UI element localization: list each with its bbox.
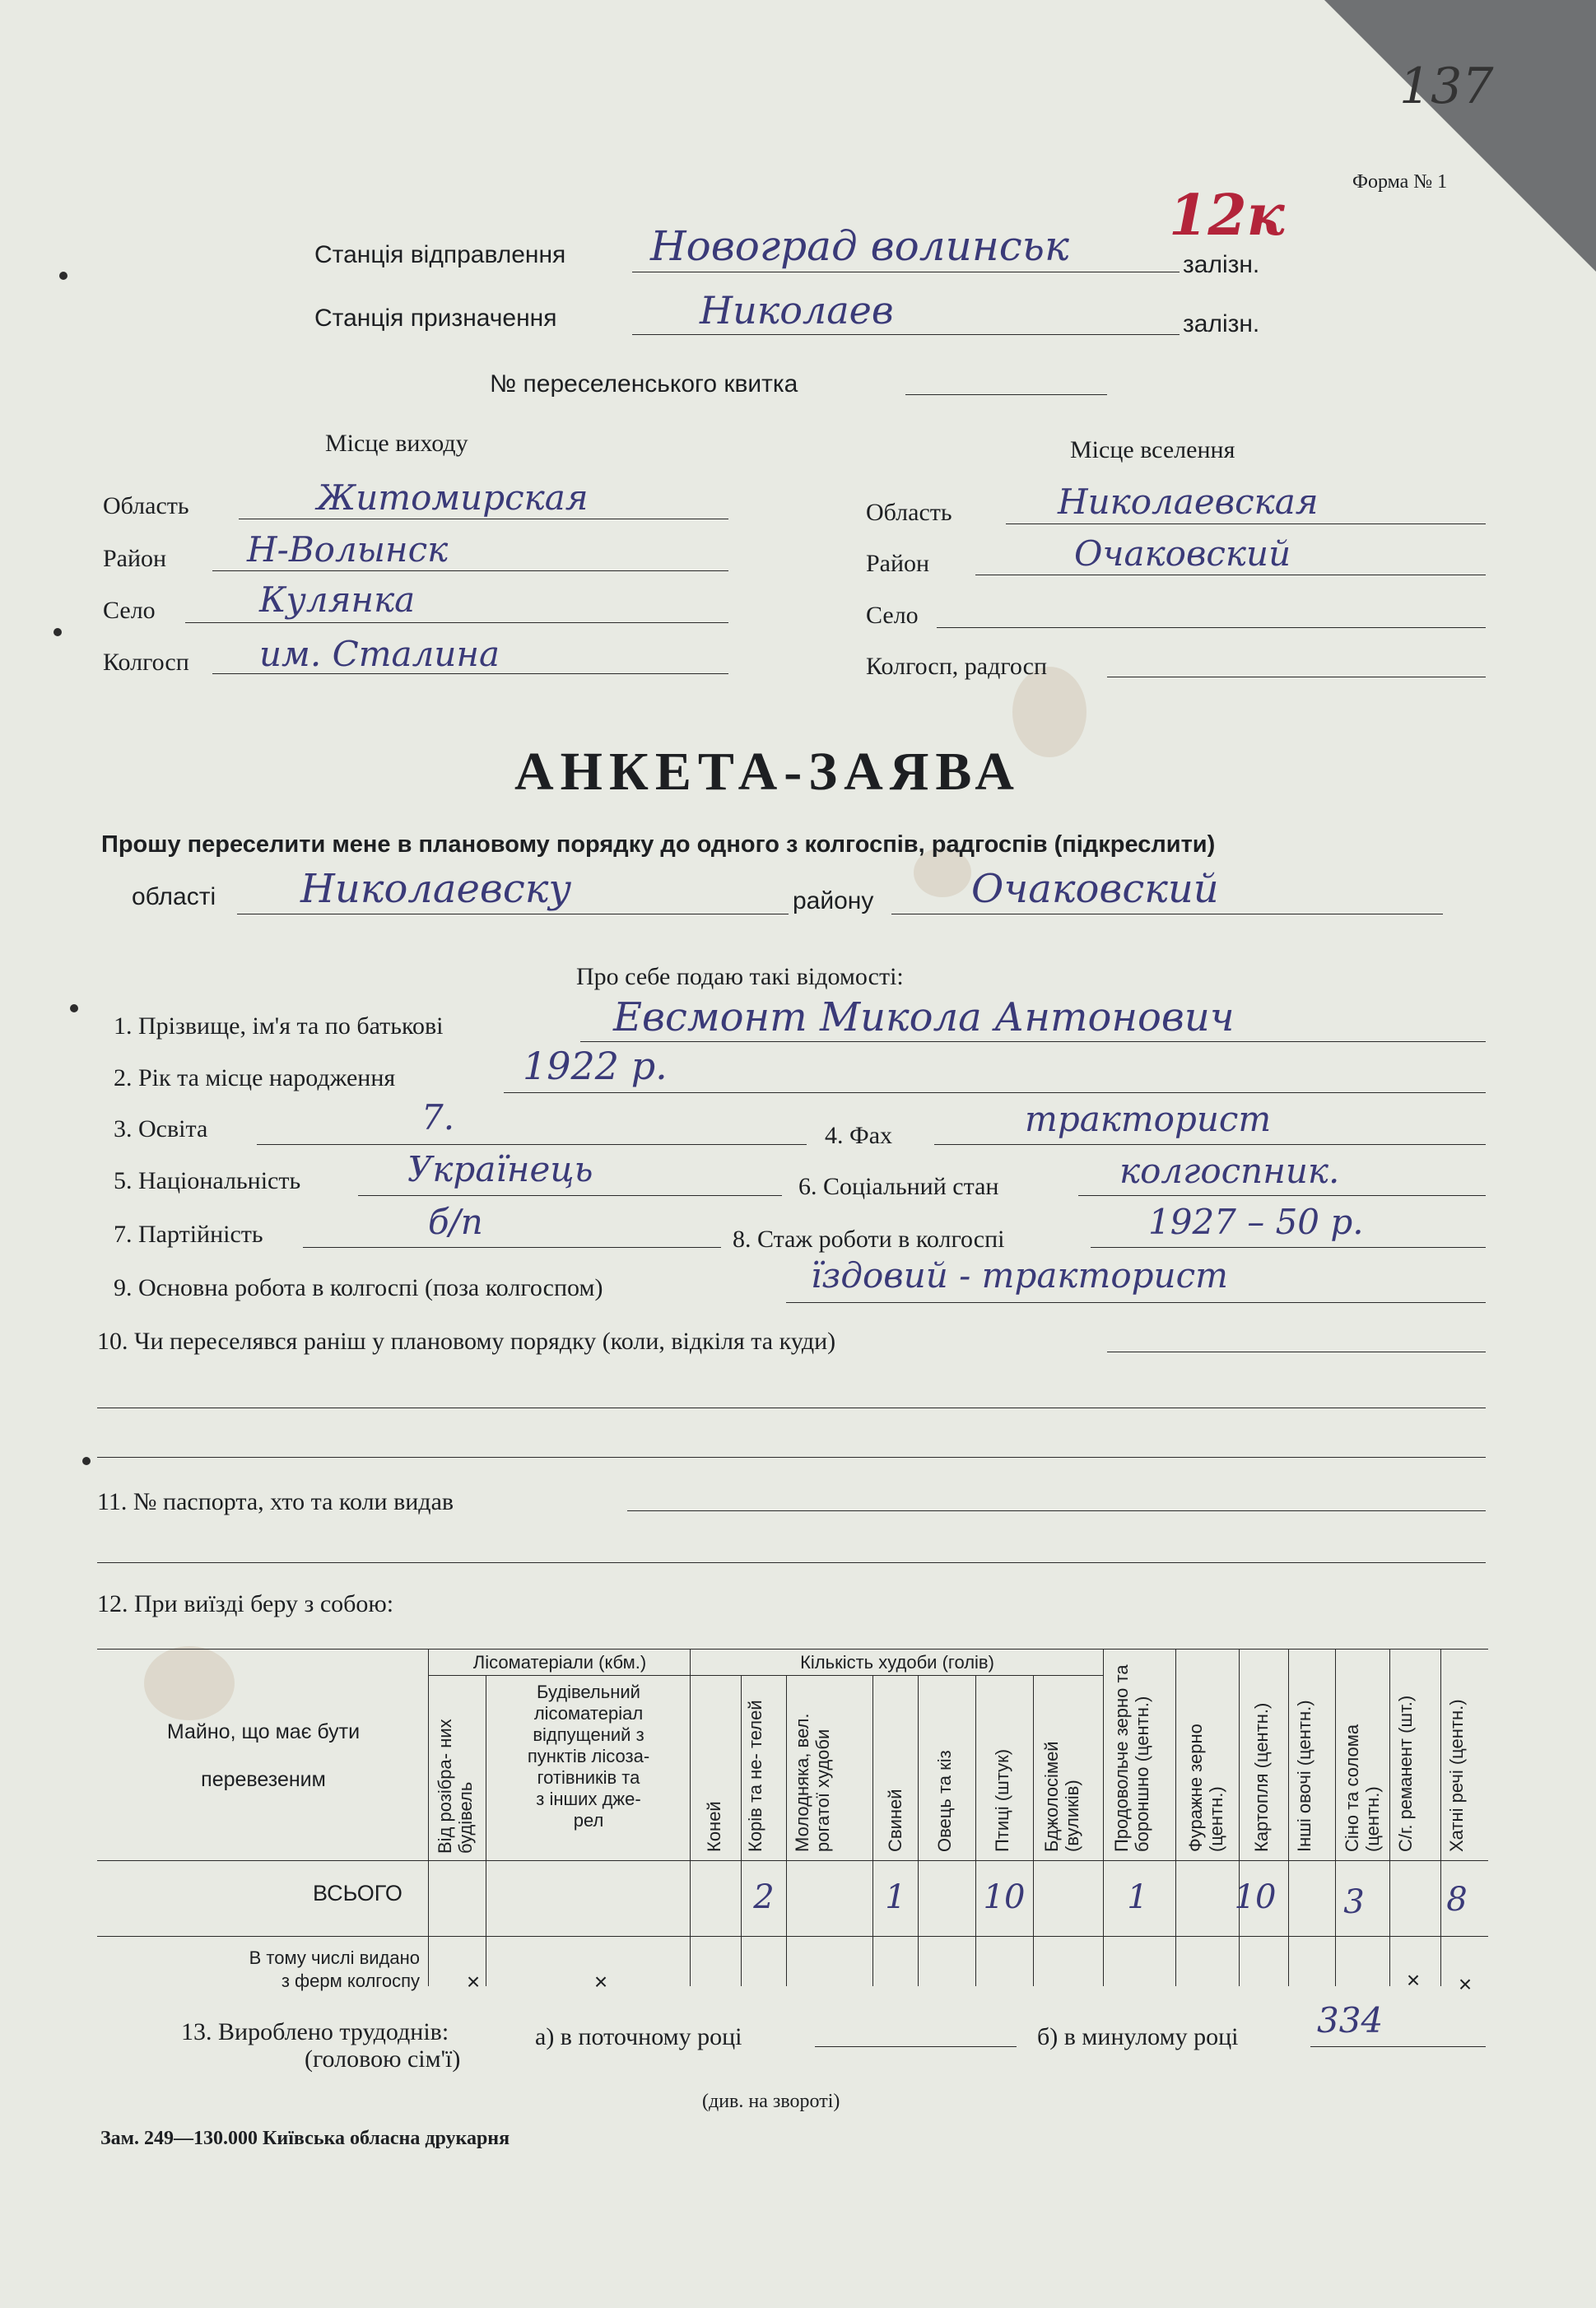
- potatoes-total: 10: [1234, 1878, 1277, 1916]
- dest-oblast-value: Николаевская: [1058, 482, 1319, 522]
- request-text: Прошу переселити мене в плановому порядку до одного з колгоспів, радгоспів (підкреслити): [101, 831, 1216, 858]
- col-potatoes-header: Картопля (центн.): [1251, 1702, 1272, 1852]
- group-timber-header: Лісоматеріали (кбм.): [472, 1652, 647, 1673]
- punch-mark: [59, 272, 67, 280]
- col-property-header: Майно, що має бути перевезеним: [166, 1720, 361, 1791]
- dest-kolgosp-label: Колгосп, радгосп: [866, 653, 1048, 680]
- dest-raion-value: Очаковский: [1074, 533, 1291, 574]
- field-2-value: 1922 р.: [523, 1044, 668, 1088]
- timber-col1-header: Від розібра- них будівель: [435, 1719, 476, 1854]
- field-13-label: 13. Вироблено трудоднів:: [181, 2018, 449, 2045]
- field-10-label: 10. Чи переселявся раніш у плановому порядку (коли, відкіля та куди): [97, 1328, 836, 1355]
- rail-suffix-2: залізн.: [1183, 310, 1260, 337]
- origin-kolgosp-value: им. Сталина: [259, 634, 500, 674]
- field-11-label: 11. № паспорта, хто та коли видав: [97, 1488, 454, 1515]
- col-household-header: Хатні речі (центн.): [1446, 1699, 1467, 1852]
- field-8-value: 1927 – 50 р.: [1148, 1202, 1364, 1242]
- household-total: 8: [1446, 1881, 1468, 1919]
- field-8-label: 8. Стаж роботи в колгоспі: [733, 1226, 1005, 1253]
- timber-col2-header: Будівельний лісоматеріал відпущений з пунктів лісоза- готівників та з інших дже- рел: [527, 1682, 650, 1831]
- punch-mark: [70, 1004, 78, 1012]
- x-mark: ×: [466, 1969, 481, 1994]
- oblasti-label: області: [132, 883, 216, 910]
- dest-title: Місце вселення: [1070, 436, 1235, 463]
- col-grain-header: Продовольче зерно та бороншно (центн.): [1111, 1664, 1152, 1852]
- field-9-value: їздовий - тракторист: [811, 1255, 1228, 1296]
- col-equipment-header: С/г. реманент (шт.): [1395, 1695, 1416, 1852]
- printer-line: Зам. 249—130.000 Київська обласна друкарня: [100, 2128, 510, 2149]
- field-4-value: тракторист: [1025, 1099, 1272, 1139]
- row-total-label: ВСЬОГО: [313, 1881, 402, 1905]
- col-cows-header: Корів та не- телей: [745, 1700, 765, 1852]
- x-mark: ×: [1406, 1967, 1421, 1993]
- field-13-b-label: б) в минулому році: [1037, 2023, 1239, 2050]
- field-1-label: 1. Прізвище, ім'я та по батькові: [114, 1012, 444, 1040]
- origin-raion-label: Район: [103, 545, 167, 572]
- field-5-label: 5. Національність: [114, 1167, 301, 1194]
- form-title: АНКЕТА-ЗАЯВА: [514, 742, 1021, 802]
- x-mark: ×: [1458, 1971, 1473, 1997]
- see-back-note: (див. на звороті): [702, 2091, 840, 2112]
- origin-raion-value: Н-Волынск: [247, 529, 449, 570]
- field-6-label: 6. Соціальний стан: [798, 1173, 999, 1200]
- form-number: Форма № 1: [1352, 171, 1448, 193]
- field-4-label: 4. Фах: [825, 1122, 893, 1149]
- field-12-label: 12. При виїзді беру з собою:: [97, 1590, 394, 1617]
- corner-mark: 12к: [1169, 183, 1285, 249]
- field-1-value: Евсмонт Микола Антонович: [613, 994, 1235, 1040]
- field-6-value: колгоспник.: [1119, 1151, 1340, 1191]
- field-5-value: Українець: [407, 1149, 593, 1189]
- col-vegetables-header: Інші овочі (центн.): [1294, 1700, 1314, 1852]
- origin-selo-value: Кулянка: [259, 579, 416, 620]
- departure-label: Станція відправлення: [314, 241, 566, 268]
- oblasti-value: Николаевску: [300, 866, 572, 912]
- intro-text: Про себе подаю такі відомості:: [576, 963, 904, 990]
- destination-value: Николаев: [700, 288, 894, 333]
- field-3-value: 7.: [421, 1097, 455, 1138]
- origin-title: Місце виходу: [325, 430, 468, 457]
- destination-label: Станція призначення: [314, 305, 557, 332]
- field-3-label: 3. Освіта: [114, 1115, 208, 1142]
- field-13-b-value: 334: [1317, 2000, 1384, 2040]
- grain-total: 1: [1127, 1878, 1148, 1916]
- hay-total: 3: [1343, 1883, 1365, 1921]
- origin-oblast-label: Область: [103, 492, 189, 519]
- col-horses-header: Коней: [704, 1801, 724, 1852]
- group-livestock-header: Кількість худоби (голів): [800, 1652, 994, 1673]
- col-sheep-header: Овець та кіз: [934, 1750, 955, 1852]
- pigs-total: 1: [885, 1878, 906, 1916]
- archive-number: 137: [1399, 58, 1494, 115]
- field-7-value: б/п: [428, 1202, 483, 1242]
- col-pigs-header: Свиней: [885, 1789, 905, 1852]
- field-9-label: 9. Основна робота в колгоспі (поза колгоспом): [114, 1274, 603, 1301]
- row-farms-label: В тому числі видано з ферм колгоспу: [249, 1947, 420, 1991]
- rail-suffix: залізн.: [1183, 251, 1260, 278]
- ticket-label: № переселенського квитка: [490, 370, 798, 398]
- cows-total: 2: [753, 1878, 775, 1916]
- x-mark: ×: [593, 1969, 608, 1994]
- origin-selo-label: Село: [103, 597, 156, 624]
- departure-value: Новоград волинськ: [650, 222, 1069, 270]
- origin-kolgosp-label: Колгосп: [103, 649, 189, 676]
- folded-corner: [1324, 0, 1596, 272]
- dest-selo-label: Село: [866, 602, 919, 629]
- dest-raion-label: Район: [866, 550, 930, 577]
- field-7-label: 7. Партійність: [114, 1221, 263, 1248]
- punch-mark: [54, 628, 62, 636]
- col-beehives-header: Бджолосімей (вуликів): [1041, 1741, 1082, 1852]
- col-young-cattle-header: Молодняка, вел. рогатої худоби: [792, 1713, 833, 1852]
- punch-mark: [82, 1457, 91, 1465]
- field-13-a-label: а) в поточному році: [535, 2023, 742, 2050]
- field-2-label: 2. Рік та місце народження: [114, 1064, 396, 1091]
- field-13-sub: (головою сім'ї): [305, 2045, 461, 2073]
- dest-oblast-label: Область: [866, 499, 952, 526]
- poultry-total: 10: [983, 1878, 1026, 1916]
- col-hay-header: Сіно та солома (центн.): [1342, 1724, 1383, 1852]
- col-poultry-header: Птиці (штук): [992, 1748, 1012, 1852]
- col-fodder-header: Фуражне зерно (центн.): [1185, 1724, 1226, 1852]
- raionu-value: Очаковский: [971, 866, 1219, 912]
- origin-oblast-value: Житомирская: [317, 477, 589, 518]
- raionu-label: району: [793, 887, 874, 914]
